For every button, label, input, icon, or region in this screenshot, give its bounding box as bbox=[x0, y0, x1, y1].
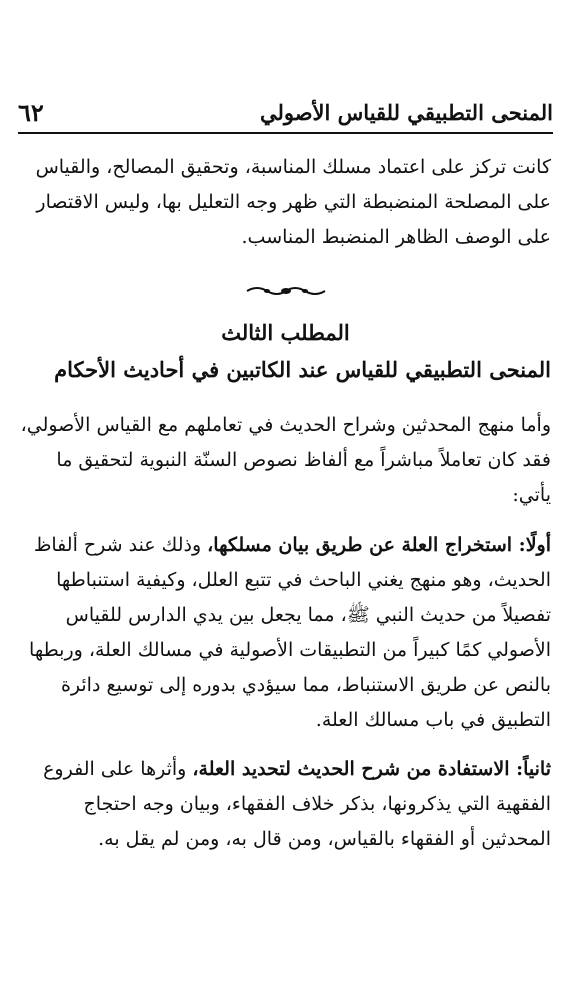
point-2 bbox=[19, 752, 551, 857]
point-1-lead: أولًا: استخراج العلة عن طريق بيان مسلكها، bbox=[207, 534, 551, 556]
point-2-text: وأثرها على الفروع الفقهية التي يذكرونها، بذكر خلاف الفقهاء، وبيان وجه احتجاج المحدثين أو الفقهاء بالقياس، ومن قال به، ومن لم يقل به. bbox=[43, 758, 551, 850]
section-title: المنحى التطبيقي للقياس عند الكاتبين في أحاديث الأحكام bbox=[54, 357, 551, 382]
point-1 bbox=[19, 528, 551, 738]
ornament-divider-icon bbox=[245, 284, 327, 298]
page-number: ٦٢ bbox=[18, 97, 44, 127]
running-title: المنحى التطبيقي للقياس الأصولي bbox=[259, 99, 553, 125]
section-label: المطلب الثالث bbox=[221, 320, 350, 345]
point-2-lead: ثانياً: الاستفادة من شرح الحديث لتحديد العلة، bbox=[192, 758, 551, 780]
point-1-text: وذلك عند شرح ألفاظ الحديث، وهو منهج يغني الباحث في تتبع العلل، وكيفية استنباطها تفصيلاً من حديث النبي ﷺ، مما يجعل بين يدي الدارس للقياس الأصولي كمًا كبيراً من التطبيقات الأصولية في مسالك العلة، وربطها بالنص عن طريق الاستنباط، مما سيؤدي بدوره إلى توسيع دائرة التطبيق في باب مسالك العلة. bbox=[29, 534, 551, 731]
body-paragraph-1: وأما منهج المحدثين وشراح الحديث في تعاملهم مع القياس الأصولي، فقد كان تعاملاً مباشراً مع ألفاظ نصوص السنّة النبوية لتحقيق ما يأتي: bbox=[20, 414, 551, 506]
page-header bbox=[18, 92, 553, 134]
intro-paragraph: كانت تركز على اعتماد مسلك المناسبة، وتحقيق المصالح، والقياس على المصلحة المنضبطة التي ظهر وجه التعليل بها، وليس الاقتصار على الوصف الظاهر المنضبط المناسب. bbox=[35, 156, 551, 248]
